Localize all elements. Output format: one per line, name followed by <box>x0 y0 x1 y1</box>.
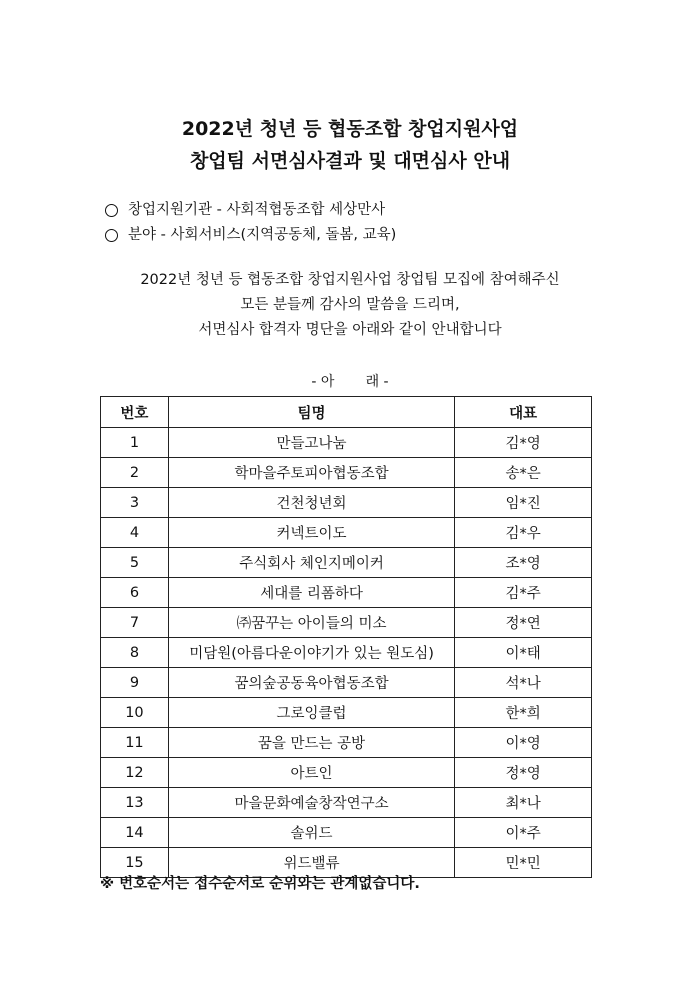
table-row <box>101 518 592 548</box>
row-representative: 송*은 <box>455 458 592 488</box>
passed-teams-table <box>100 396 592 878</box>
table-row <box>101 548 592 578</box>
table-body <box>101 428 592 878</box>
header-team-name: 팀명 <box>168 397 454 428</box>
row-representative: 이*주 <box>455 818 592 848</box>
table-row <box>101 758 592 788</box>
row-number: 6 <box>101 578 169 608</box>
row-representative: 정*연 <box>455 608 592 638</box>
table-row <box>101 728 592 758</box>
row-team-name: 만들고나눔 <box>168 428 454 458</box>
row-number: 7 <box>101 608 169 638</box>
row-team-name: 미담원(아름다운이야기가 있는 원도심) <box>168 638 454 668</box>
table-row <box>101 668 592 698</box>
row-number: 5 <box>101 548 169 578</box>
row-number: 8 <box>101 638 169 668</box>
row-representative: 이*영 <box>455 728 592 758</box>
table-header-row <box>101 397 592 428</box>
row-number: 3 <box>101 488 169 518</box>
row-representative: 이*태 <box>455 638 592 668</box>
row-representative: 임*진 <box>455 488 592 518</box>
circle-bullet-icon <box>105 229 118 242</box>
row-representative: 석*나 <box>455 668 592 698</box>
row-team-name: ㈜꿈꾸는 아이들의 미소 <box>168 608 454 638</box>
row-number: 12 <box>101 758 169 788</box>
row-number: 10 <box>101 698 169 728</box>
row-representative: 김*주 <box>455 578 592 608</box>
row-number: 15 <box>101 848 169 878</box>
header-representative: 대표 <box>455 397 592 428</box>
row-team-name: 아트인 <box>168 758 454 788</box>
table-row <box>101 578 592 608</box>
section-label: - 아 래 - <box>311 374 389 390</box>
table-row <box>101 788 592 818</box>
footnote: ※ 번호순서는 접수순서로 순위와는 관계없습니다. <box>100 876 420 892</box>
circle-bullet-icon <box>105 204 118 217</box>
row-team-name: 마을문화예술창작연구소 <box>168 788 454 818</box>
row-team-name: 커넥트이도 <box>168 518 454 548</box>
row-number: 1 <box>101 428 169 458</box>
row-team-name: 학마을주토피아협동조합 <box>168 458 454 488</box>
row-team-name: 주식회사 체인지메이커 <box>168 548 454 578</box>
row-team-name: 그로잉클럽 <box>168 698 454 728</box>
intro-paragraph <box>0 268 700 343</box>
document-title-line2: 창업팀 서면심사결과 및 대면심사 안내 <box>189 150 511 172</box>
table-row <box>101 458 592 488</box>
row-team-name: 꿈의숲공동육아협동조합 <box>168 668 454 698</box>
row-team-name: 꿈을 만드는 공방 <box>168 728 454 758</box>
table-row <box>101 488 592 518</box>
row-representative: 조*영 <box>455 548 592 578</box>
bullet-support-org <box>105 198 396 223</box>
table-row <box>101 638 592 668</box>
row-team-name: 세대를 리폼하다 <box>168 578 454 608</box>
table-row <box>101 608 592 638</box>
info-bullets <box>105 198 396 248</box>
table-row <box>101 698 592 728</box>
header-number: 번호 <box>101 397 169 428</box>
row-team-name: 건천청년회 <box>168 488 454 518</box>
bullet-field <box>105 223 396 248</box>
intro-line: 모든 분들께 감사의 말씀을 드리며, <box>240 297 460 313</box>
row-number: 2 <box>101 458 169 488</box>
row-representative: 정*영 <box>455 758 592 788</box>
row-representative: 한*희 <box>455 698 592 728</box>
bullet-text: 분야 - 사회서비스(지역공동체, 돌봄, 교육) <box>128 227 397 243</box>
row-representative: 최*나 <box>455 788 592 818</box>
row-team-name: 위드밸류 <box>168 848 454 878</box>
row-number: 4 <box>101 518 169 548</box>
row-representative: 민*민 <box>455 848 592 878</box>
row-number: 14 <box>101 818 169 848</box>
table-row <box>101 818 592 848</box>
row-representative: 김*우 <box>455 518 592 548</box>
row-team-name: 솔위드 <box>168 818 454 848</box>
row-representative: 김*영 <box>455 428 592 458</box>
row-number: 11 <box>101 728 169 758</box>
table-row <box>101 428 592 458</box>
intro-line: 서면심사 합격자 명단을 아래와 같이 안내합니다 <box>198 322 502 338</box>
intro-line: 2022년 청년 등 협동조합 창업지원사업 창업팀 모집에 참여해주신 <box>140 272 560 288</box>
row-number: 9 <box>101 668 169 698</box>
bullet-text: 창업지원기관 - 사회적협동조합 세상만사 <box>128 202 386 218</box>
row-number: 13 <box>101 788 169 818</box>
document-title-line1: 2022년 청년 등 협동조합 창업지원사업 <box>181 118 519 140</box>
